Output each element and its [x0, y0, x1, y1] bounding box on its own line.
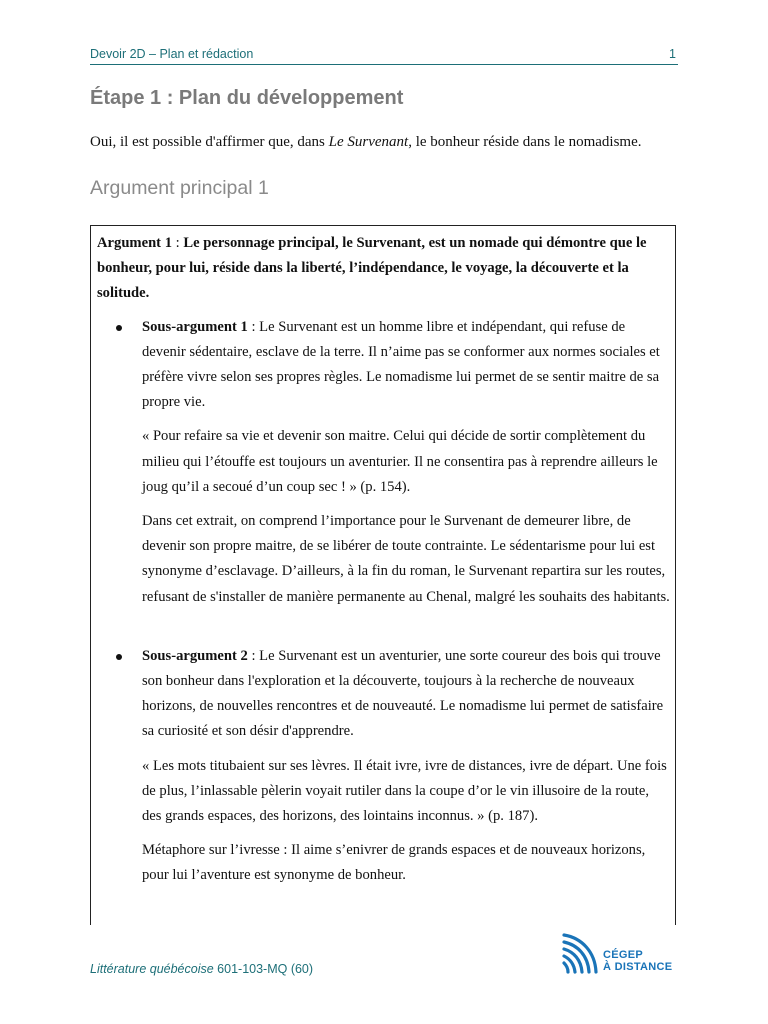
intro-after: , le bonheur réside dans le nomadisme.	[408, 134, 642, 150]
course-code: 601-103-MQ (60)	[213, 962, 314, 976]
sub-argument-1-label: Sous-argument 1	[142, 318, 248, 335]
section-title: Argument principal 1	[90, 177, 269, 199]
page-title: Étape 1 : Plan du développement	[90, 87, 404, 109]
cegep-logo	[562, 930, 678, 976]
intro-book-title: Le Survenant	[328, 134, 409, 150]
bullet-icon	[116, 325, 122, 331]
course-name: Littérature québécoise	[90, 962, 214, 976]
sub-argument-1-analysis: Dans cet extrait, on comprend l’importance pour le Survenant de demeurer libre, de devenir son propre maitre, de se libérer de toute contrainte. Le sédentarisme pour lui est synonyme d’esclavage. D’ailleurs, à la fin du roman, le Survenant repartira sur les routes, refusant de s'installer de manière permanente au Chenal, malgré les souhaits des habitants.	[142, 513, 670, 605]
argument-statement	[97, 231, 670, 307]
sub-argument-1-quote: « Pour refaire sa vie et devenir son maitre. Celui qui décide de sortir complètement du milieu qui l’étouffe est toujours un aventurier. Il ne consentira pas à reprendre ailleurs le joug qu’il a secoué d’un coup sec ! » (p. 154).	[142, 428, 658, 495]
page-header	[90, 46, 678, 65]
sub-argument-2-analysis: Métaphore sur l’ivresse : Il aime s’enivrer de grands espaces et de nouveaux horizons, pour lui l’aventure est synonyme de bonheur.	[142, 842, 646, 884]
intro-before: Oui, il est possible d'affirmer que, dans	[90, 134, 329, 150]
intro-paragraph	[90, 134, 642, 151]
sub-argument-2-quote: « Les mots titubaient sur ses lèvres. Il était ivre, ivre de distances, ivre de départ. Une fois de plus, l’inlassable pèlerin voyait rutiler dans la coupe d’or le vin illusoire de la route, des grands espaces, des horizons, des lointains inconnus. » (p. 187).	[142, 757, 667, 825]
footer-course	[90, 962, 313, 976]
sub-argument-2	[97, 644, 670, 745]
bullet-icon	[116, 654, 122, 660]
cegep-logo-text	[603, 949, 672, 973]
header-title: Devoir 2D – Plan et rédaction	[90, 47, 254, 61]
logo-line-1: CÉGEP	[603, 949, 644, 961]
argument-content	[90, 225, 678, 888]
sub-argument-2-label: Sous-argument 2	[142, 647, 248, 664]
cegep-waves-icon	[562, 930, 602, 976]
argument-text: Le personnage principal, le Survenant, est un nomade qui démontre que le bonheur, pour lui, réside dans la liberté, l’indépendance, le voyage, la découverte et la solitude.	[97, 235, 647, 302]
sub-argument-2-text: : Le Survenant est un aventurier, une sorte coureur des bois qui trouve son bonheur dans l'exploration et la découverte, toujours à la recherche de nouveaux horizons, de nouvelles rencontres et de nouveauté. Le nomadisme lui permet de satisfaire sa curiosité et son désir d'apprendre.	[142, 647, 664, 740]
page-number: 1	[669, 47, 676, 61]
sub-argument-1	[97, 315, 670, 416]
logo-line-2: À DISTANCE	[603, 961, 673, 973]
sub-argument-1-text: : Le Survenant est un homme libre et indépendant, qui refuse de devenir sédentaire, esclave de la terre. Il n’aime pas se conformer aux normes sociales et préfère vivre selon ses propres règles. Le nomadisme lui permet de se sentir maitre de sa propre vie.	[142, 318, 660, 411]
argument-separator: :	[172, 235, 184, 251]
argument-label: Argument 1	[97, 235, 172, 251]
